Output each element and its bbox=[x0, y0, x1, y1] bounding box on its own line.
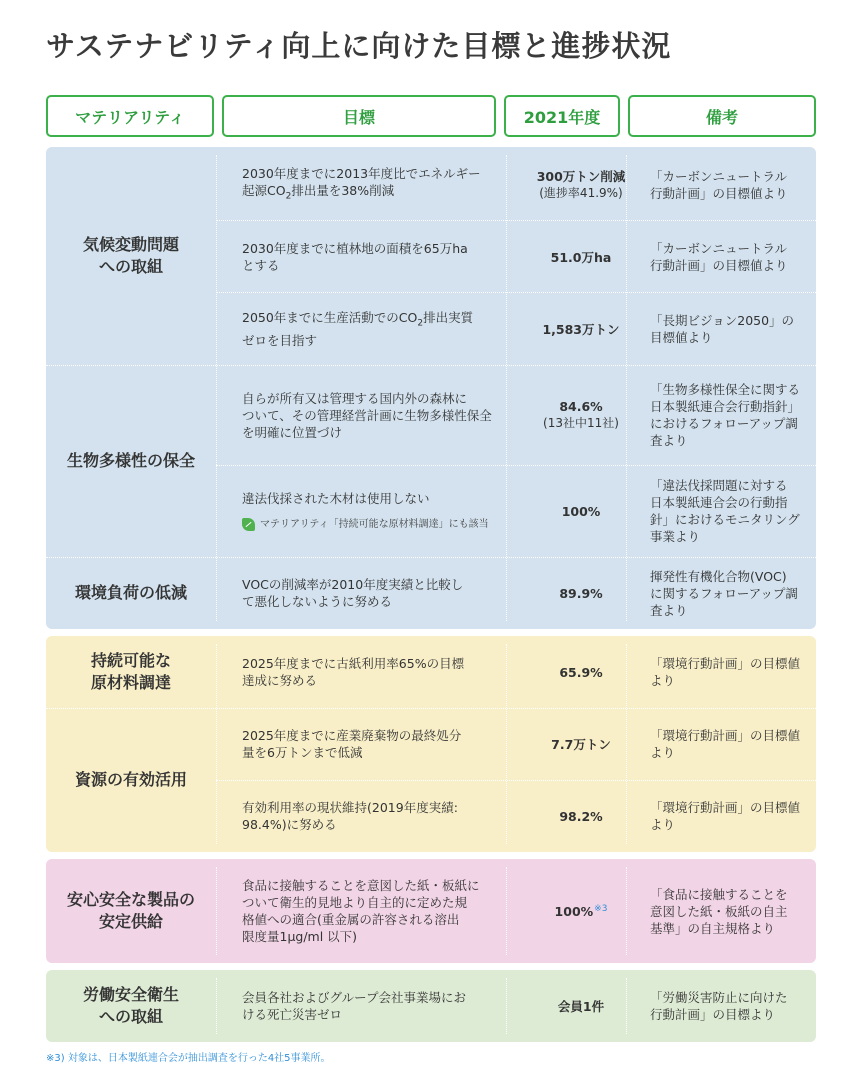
value-cell bbox=[506, 155, 656, 215]
category-biodiversity: 生物多様性の保全 bbox=[66, 451, 195, 470]
value-cell: 65.9% bbox=[559, 664, 603, 680]
goal-cell: 2025年度までに産業廃棄物の最終処分 量を6万トンまで低減 bbox=[242, 728, 462, 760]
goal-text: 排出量を38%削減 bbox=[291, 182, 395, 198]
materiality-subnote bbox=[242, 516, 492, 533]
section-pink bbox=[46, 859, 816, 963]
goal-cell: 食品に接触することを意図した紙・板紙に ついて衛生的見地より自主的に定めた規 格値への適合(重金属の許容される溶出 限度量1μg/ml 以下) bbox=[242, 878, 480, 944]
subscript: 2 bbox=[417, 318, 424, 329]
value-subtext: (進捗率41.9%) bbox=[539, 186, 623, 200]
note-cell: 「違法伐採問題に対する 日本製紙連合会の行動指 針」におけるモニタリング 事業より bbox=[650, 478, 800, 544]
header-remarks: 備考 bbox=[628, 95, 816, 137]
note-cell: 「長期ビジョン2050」の 目標値より bbox=[650, 313, 795, 345]
value-cell: 7.7万トン bbox=[551, 736, 611, 752]
goal-cell: 2030年度までに植林地の面積を65万ha とする bbox=[242, 241, 468, 273]
page-title: サステナビリティ向上に向けた目標と進捗状況 bbox=[46, 29, 672, 63]
table-row bbox=[242, 299, 492, 359]
column-divider bbox=[216, 644, 217, 844]
goal-text: 2050年までに生産活動でのCO bbox=[242, 309, 418, 325]
category-safety: 安心安全な製品の 安定供給 bbox=[66, 890, 195, 931]
note-cell: 「環境行動計画」の目標値 より bbox=[650, 656, 801, 688]
row-divider bbox=[216, 292, 816, 293]
category-labor: 労働安全衛生 への取組 bbox=[82, 985, 179, 1026]
goal-text: 違法伐採された木材は使用しない bbox=[242, 490, 430, 506]
section-yellow bbox=[46, 636, 816, 852]
value-cell: 100% bbox=[561, 503, 601, 519]
value-cell: 51.0万ha bbox=[550, 249, 612, 265]
goal-cell: 有効利用率の現状維持(2019年度実績: 98.4%)に努める bbox=[242, 800, 458, 832]
row-divider bbox=[216, 780, 816, 781]
value-subtext: (13社中11社) bbox=[543, 416, 619, 430]
footnote: ※3) 対象は、日本製紙連合会が抽出調査を行った4社5事業所。 bbox=[46, 1053, 331, 1064]
goal-cell: 会員各社およびグループ会社事業場にお ける死亡災害ゼロ bbox=[242, 990, 467, 1022]
note-cell: 「環境行動計画」の目標値 より bbox=[650, 728, 801, 760]
value-cell bbox=[506, 371, 656, 459]
value-cell bbox=[506, 865, 656, 957]
value-text: 84.6% bbox=[559, 399, 603, 414]
header-materiality: マテリアリティ bbox=[46, 95, 214, 137]
value-text: 300万トン削減 bbox=[536, 169, 626, 184]
goal-cell: 自らが所有又は管理する国内外の森林に ついて、その管理経営計画に生物多様性保全 を明確に位置づけ bbox=[242, 390, 492, 440]
value-cell: 1,583万トン bbox=[542, 321, 620, 337]
goal-cell: VOCの削減率が2010年度実績と比較し て悪化しないように努める bbox=[242, 577, 464, 609]
header-fy2021: 2021年度 bbox=[504, 95, 620, 137]
goal-text: 起源CO bbox=[242, 182, 286, 198]
section-blue bbox=[46, 147, 816, 629]
value-cell: 89.9% bbox=[559, 585, 603, 601]
note-cell: 揮発性有機化合物(VOC) に関するフォローアップ調 査より bbox=[650, 568, 798, 618]
note-cell: 「食品に接触することを 意図した紙・板紙の自主 基準」の自主規格より bbox=[650, 886, 788, 936]
table-row bbox=[242, 155, 492, 215]
subnote-text: マテリアリティ「持続可能な原材料調達」にも該当 bbox=[260, 518, 489, 530]
goal-cell bbox=[242, 471, 492, 551]
column-divider bbox=[216, 867, 217, 955]
goal-text: 2030年度までに2013年度比でエネルギー bbox=[242, 165, 481, 181]
value-cell: 会員1件 bbox=[557, 998, 605, 1014]
subscript: 2 bbox=[285, 191, 292, 202]
row-divider bbox=[216, 220, 816, 221]
column-divider bbox=[216, 978, 217, 1034]
row-divider bbox=[216, 465, 816, 466]
goal-cell: 2025年度までに古紙利用率65%の目標 達成に努める bbox=[242, 656, 465, 688]
category-environment: 環境負荷の低減 bbox=[74, 583, 187, 602]
leaf-icon bbox=[242, 518, 255, 531]
column-divider bbox=[216, 155, 217, 621]
value-cell: 98.2% bbox=[559, 808, 603, 824]
note-cell: 「環境行動計画」の目標値 より bbox=[650, 800, 801, 832]
category-resources: 資源の有効活用 bbox=[74, 770, 187, 789]
category-materials: 持続可能な 原材料調達 bbox=[90, 651, 171, 692]
note-cell: 「労働災害防止に向けた 行動計画」の目標より bbox=[650, 990, 788, 1022]
section-green bbox=[46, 970, 816, 1042]
goal-text: 排出実質 ゼロを目指す bbox=[242, 309, 474, 349]
header-goal: 目標 bbox=[222, 95, 496, 137]
table-header bbox=[46, 95, 816, 137]
value-text: 100% bbox=[554, 904, 594, 920]
note-cell: 「生物多様性保全に関する 日本製紙連合会行動指針」 におけるフォローアップ調 査より bbox=[650, 382, 801, 448]
note-cell: 「カーボンニュートラル 行動計画」の目標値より bbox=[650, 241, 788, 273]
category-climate: 気候変動問題 への取組 bbox=[82, 235, 179, 276]
note-cell: 「カーボンニュートラル 行動計画」の目標値より bbox=[650, 169, 788, 201]
footnote-marker: ※3 bbox=[594, 904, 608, 915]
